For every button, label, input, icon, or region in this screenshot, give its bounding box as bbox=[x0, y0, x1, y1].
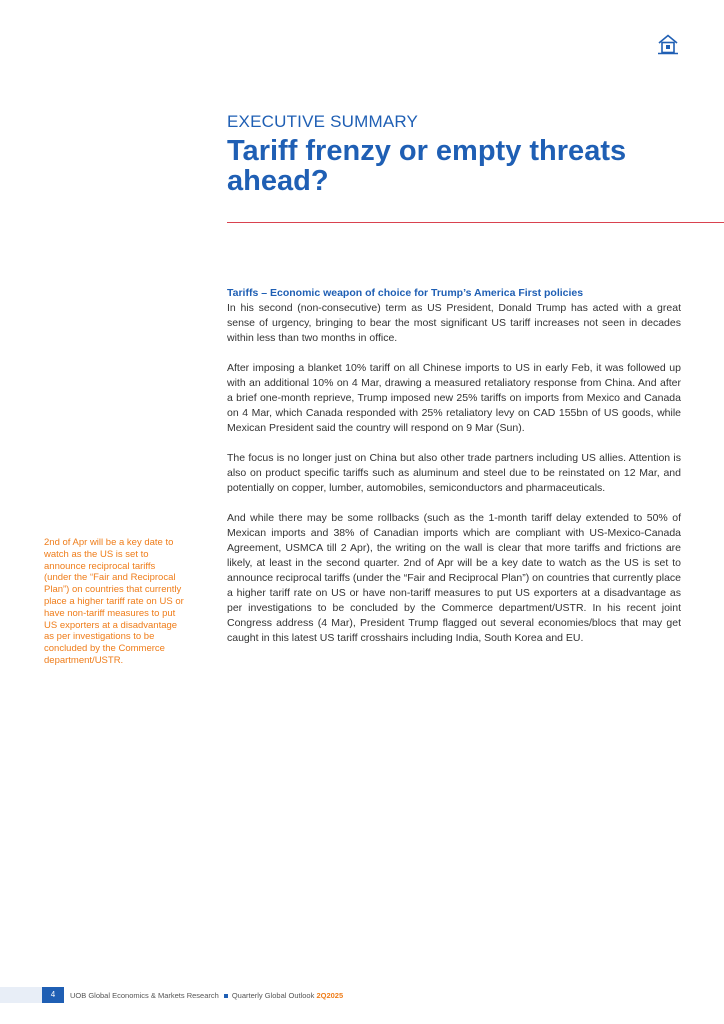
home-icon bbox=[657, 33, 679, 55]
footer-edition: 2Q2025 bbox=[316, 991, 344, 1000]
title-divider bbox=[227, 222, 724, 223]
section-label: EXECUTIVE SUMMARY bbox=[227, 112, 419, 131]
footer-org: UOB Global Economics & Markets Research bbox=[70, 991, 219, 1000]
paragraph: In his second (non-consecutive) term as US President, Donald Trump has acted with a great sense of urgency, bringing to bear the most significant US tariff increases not seen in decades within less than two months in office. bbox=[227, 302, 681, 344]
paragraph: And while there may be some rollbacks (such as the 1-month tariff delay extended to 50% of Mexican imports and 38% of Canadian imports which are compliant with US-Mexico-Canada Agreement, USMCA till 2 Apr), the writing on the wall is clear that more tariffs and frictions are likely, at least in the second quarter. 2nd of Apr will be a key date to watch as the US is set to announce reciprocal tariffs (under the “Fair and Reciprocal Plan”) on countries that currently place a higher tariff rate on US or have non-tariff measures to put US exporters at a disadvantage as per investigations to be concluded by the Commerce department/USTR. In his recent joint Congress address (4 Mar), President Trump flagged out several economies/blocs that may get caught in this latest US tariff crosshairs including India, South Korea and EU. bbox=[227, 512, 681, 644]
article-subheading: Tariffs – Economic weapon of choice for Trump’s America First policies bbox=[227, 287, 584, 299]
footer-caption bbox=[70, 991, 343, 1001]
home-button[interactable] bbox=[657, 33, 679, 55]
page-title: Tariff frenzy or empty threats ahead? bbox=[227, 135, 627, 197]
paragraph: After imposing a blanket 10% tariff on all Chinese imports to US in early Feb, it was followed up with an additional 10% on 4 Mar, drawing a measured retaliatory response from China. And after a brief one-month reprieve, Trump imposed new 25% tariffs on imports from Mexico and Canada on 4 Mar, which Canada responded with 25% retaliatory levy on CAD 155bn of US goods, while Mexican President said the country will respond on 9 Mar (Sun). bbox=[227, 362, 681, 434]
sidebar-pull-quote: 2nd of Apr will be a key date to watch as the US is set to announce reciprocal tariffs (under the “Fair and Reciprocal Plan”) on countries that currently place a higher tariff rate on US or have non-tariff measures to put US exporters at a disadvantage as per investigations to be concluded by the Commerce department/USTR. bbox=[44, 537, 184, 666]
paragraph: The focus is no longer just on China but also other trade partners including US allies. Attention is also on product specific tariffs such as aluminum and steel due to be reinstated on 12 Mar, and potentially on copper, lumber, automobiles, semiconductors and pharmaceuticals. bbox=[227, 452, 681, 494]
footer-separator bbox=[224, 994, 228, 998]
article-body bbox=[227, 286, 681, 661]
page-number: 4 bbox=[42, 987, 64, 1003]
footer-publication: Quarterly Global Outlook bbox=[231, 991, 315, 1000]
